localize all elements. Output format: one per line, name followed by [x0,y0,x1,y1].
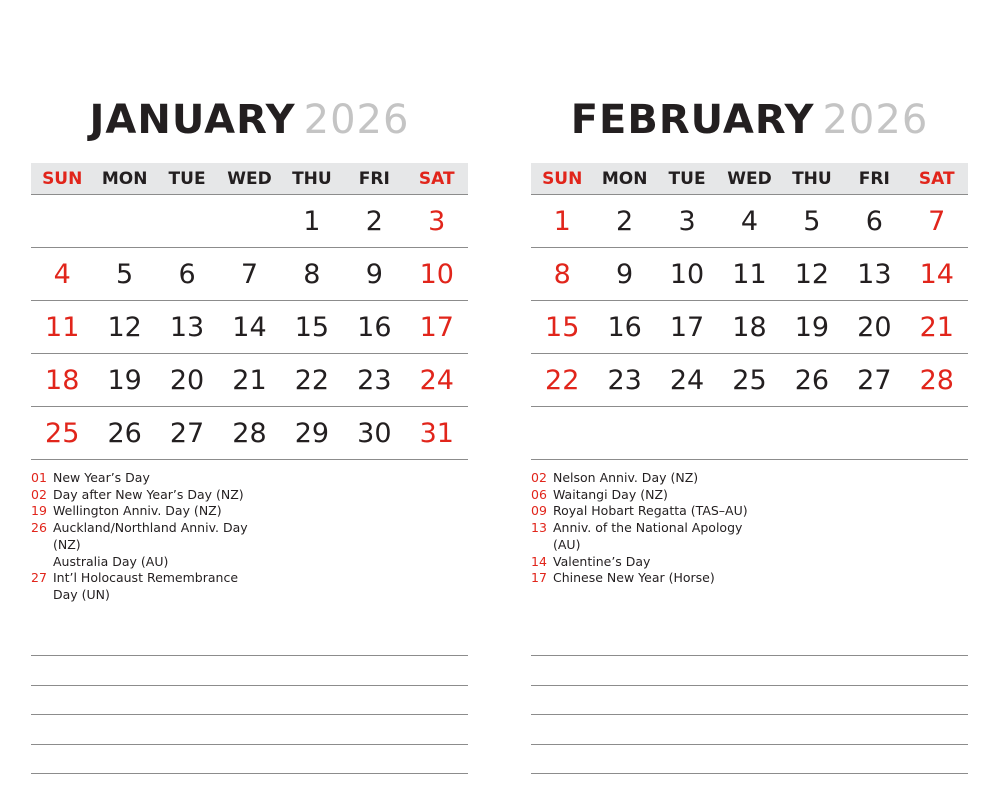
note-line [31,773,468,803]
weekday-thu: THU [292,169,332,189]
day-cell: 15 [294,312,330,343]
holiday-date: 09 [531,503,547,519]
month-panel-january [31,0,468,800]
day-cell [781,407,843,459]
holiday-item [531,470,968,487]
day-cell: 13 [857,259,892,290]
holiday-date: 17 [531,570,547,586]
day-cell [718,407,780,459]
day-cell [593,407,655,459]
day-cell: 23 [357,365,392,396]
day-cell: 31 [419,418,454,449]
holiday-name: Chinese New Year (Horse) [553,570,715,586]
note-line [31,685,468,715]
day-cell: 12 [107,312,142,343]
day-cell: 26 [794,365,830,396]
day-cell: 5 [116,259,134,290]
note-line [531,714,968,744]
note-line [531,655,968,685]
day-cell: 4 [53,259,71,290]
day-cell: 18 [45,365,80,396]
day-cell: 19 [794,312,830,343]
notes-area [31,655,468,803]
day-cell: 10 [669,259,705,290]
weekday-fri: FRI [858,169,890,189]
day-cell: 20 [857,312,892,343]
week-row [31,248,468,301]
weekday-wed: WED [227,169,272,189]
holiday-name: Valentine’s Day [553,553,651,569]
day-cell: 27 [169,418,205,449]
weekday-header [31,163,468,195]
day-cell: 7 [240,259,259,290]
day-cell [156,195,218,247]
day-cell: 2 [616,206,634,237]
holiday-item [31,470,468,487]
day-cell: 21 [919,312,954,343]
day-cell: 22 [294,365,330,396]
holiday-date: 02 [31,486,47,502]
day-cell [656,407,718,459]
day-cell [531,407,593,459]
holiday-list [31,470,468,604]
holiday-name: Waitangi Day (NZ) [553,486,668,502]
month-year: 2026 [822,97,929,143]
holiday-item [531,503,968,520]
day-cell: 16 [357,312,392,343]
weekday-header [531,163,968,195]
holiday-item [531,520,968,553]
holiday-name: Anniv. of the National Apology (AU) [553,520,743,552]
weekday-thu: THU [792,169,832,189]
holiday-item [31,503,468,520]
day-cell: 14 [232,312,267,343]
holiday-date: 02 [531,470,547,485]
day-cell: 30 [357,418,392,449]
week-row [31,301,468,354]
month-title [31,96,468,144]
day-cell: 28 [232,418,267,449]
day-grid [531,195,968,460]
holiday-name: Auckland/Northland Anniv. Day (NZ) [53,520,248,552]
day-cell: 2 [365,206,383,237]
day-cell [31,195,93,247]
day-cell: 5 [803,206,821,237]
day-cell: 16 [607,312,642,343]
day-cell: 21 [232,365,267,396]
day-cell: 23 [607,365,642,396]
day-cell: 26 [107,418,142,449]
note-line [31,744,468,774]
day-cell: 9 [365,259,383,290]
weekday-mon: MON [601,169,648,189]
weekday-tue: TUE [668,169,706,189]
holiday-item [31,520,468,553]
note-line [31,714,468,744]
weekday-tue: TUE [168,169,206,189]
day-cell: 25 [45,418,80,449]
day-cell: 24 [419,365,454,396]
holiday-date: 26 [31,520,47,536]
day-cell: 1 [553,206,571,237]
holiday-item [31,570,468,603]
day-cell [906,407,968,459]
month-name: JANUARY [89,97,296,143]
day-cell: 1 [303,206,321,237]
day-cell: 24 [669,365,705,396]
note-line [531,773,968,803]
week-row [31,407,468,460]
weekday-sat: SAT [418,169,455,189]
note-line [531,685,968,715]
day-cell: 29 [294,418,330,449]
day-cell [218,195,280,247]
day-cell: 17 [419,312,454,343]
holiday-name: New Year’s Day [53,470,150,485]
day-cell: 15 [545,312,580,343]
holiday-date [31,554,53,571]
holiday-item [31,487,468,504]
day-cell [93,195,155,247]
day-cell: 6 [178,259,196,290]
day-cell: 8 [303,259,321,290]
day-cell: 25 [732,365,767,396]
day-cell: 27 [857,365,892,396]
holiday-name: Wellington Anniv. Day (NZ) [53,503,222,519]
holiday-name: Day after New Year’s Day (NZ) [53,486,244,502]
day-grid [31,195,468,460]
holiday-date: 14 [531,553,547,569]
day-cell: 3 [678,206,696,237]
day-cell: 11 [45,312,80,343]
day-cell: 18 [732,312,767,343]
month-panel-february [531,0,968,800]
day-cell: 6 [865,206,883,237]
note-line [531,744,968,774]
week-row [31,354,468,407]
month-name: FEBRUARY [570,97,815,143]
day-cell: 3 [428,206,446,237]
week-row [531,301,968,354]
day-cell: 14 [919,259,954,290]
holiday-item [531,487,968,504]
note-line [31,655,468,685]
day-cell: 9 [616,259,634,290]
day-cell: 28 [919,365,954,396]
week-row [531,407,968,460]
weekday-sun: SUN [542,169,583,189]
weekday-sun: SUN [42,169,83,189]
weekday-mon: MON [101,169,148,189]
day-cell [843,407,905,459]
day-cell: 13 [169,312,205,343]
holiday-date: 06 [531,486,547,502]
day-cell: 12 [794,259,830,290]
week-row [531,195,968,248]
holiday-name: Australia Day (AU) [53,553,169,569]
holiday-date: 27 [31,570,47,586]
weekday-sat: SAT [918,169,955,189]
month-year: 2026 [303,97,410,143]
holiday-list [531,470,968,587]
holiday-date: 01 [31,470,47,485]
holiday-item [531,554,968,571]
holiday-date: 13 [531,520,547,536]
day-cell: 7 [928,206,946,237]
holiday-item [31,554,468,571]
holiday-date: 19 [31,503,47,519]
month-title [531,96,968,144]
week-row [31,195,468,248]
day-cell: 8 [553,259,571,290]
day-cell: 22 [545,365,580,396]
weekday-wed: WED [727,169,772,189]
day-cell: 19 [107,365,142,396]
day-cell: 11 [732,259,767,290]
day-cell: 20 [169,365,205,396]
holiday-name: Int’l Holocaust Remembrance Day (UN) [53,570,239,602]
day-cell: 10 [419,259,454,290]
holiday-name: Royal Hobart Regatta (TAS–AU) [553,503,748,519]
notes-area [531,655,968,803]
day-cell: 17 [669,312,705,343]
week-row [531,248,968,301]
holiday-item [531,570,968,587]
weekday-fri: FRI [358,169,390,189]
holiday-name: Nelson Anniv. Day (NZ) [553,470,699,485]
week-row [531,354,968,407]
day-cell: 4 [740,206,759,237]
